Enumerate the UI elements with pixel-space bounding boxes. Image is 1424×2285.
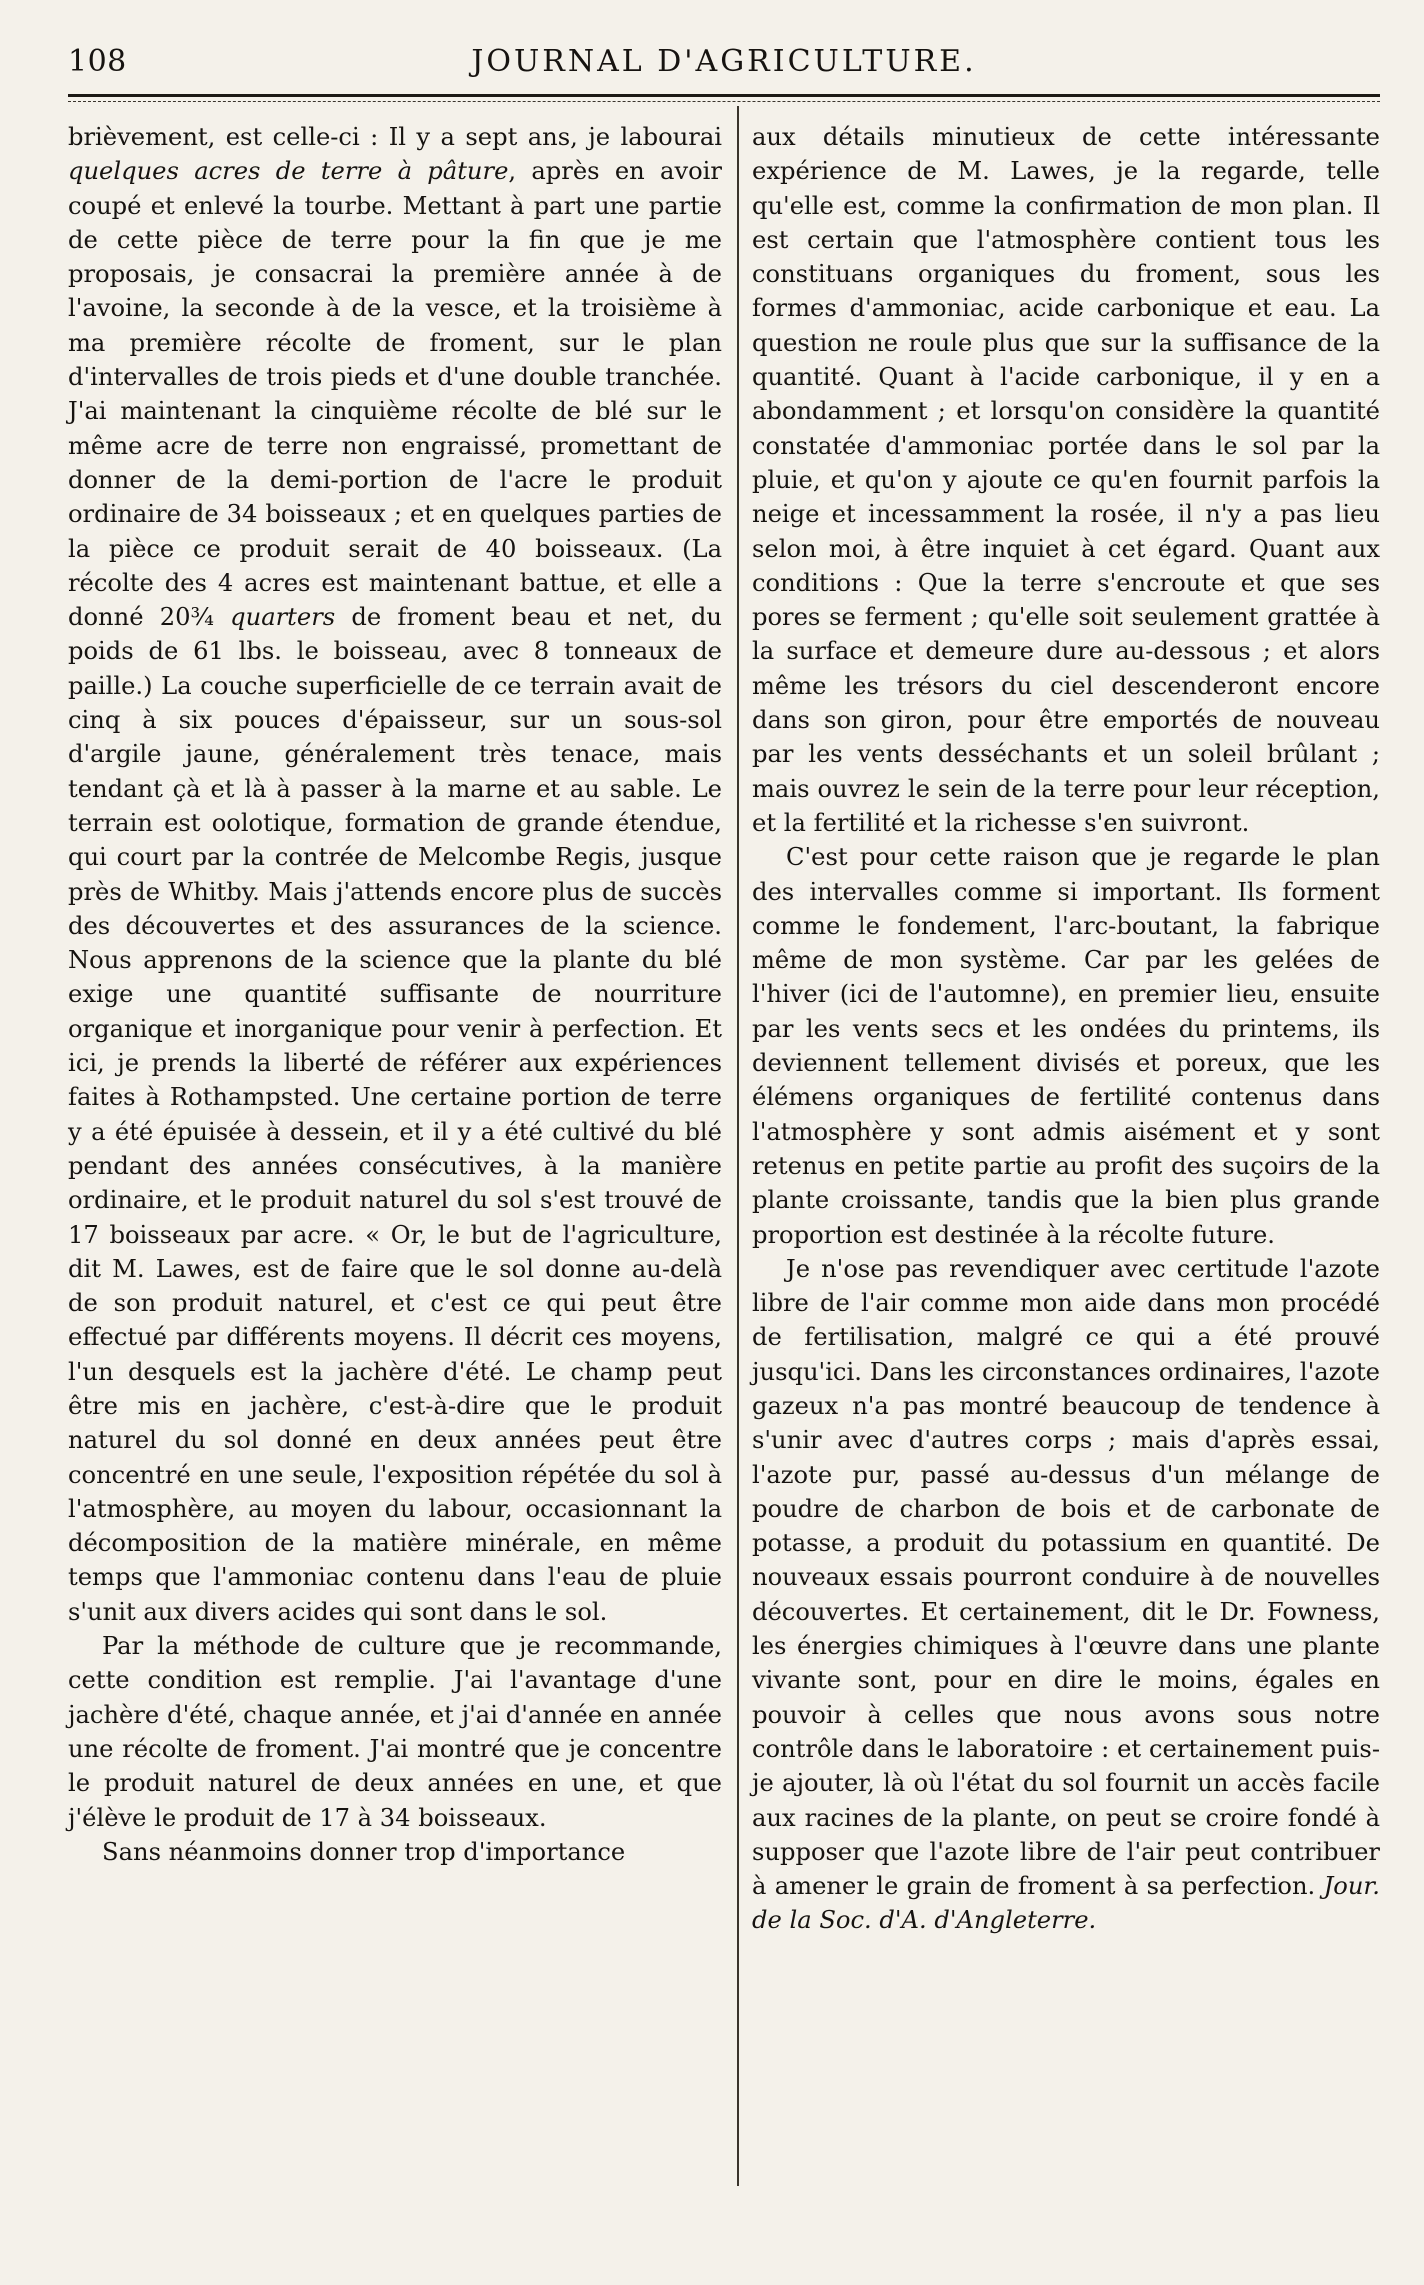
left-paragraph-1 bbox=[68, 120, 722, 1629]
right-p3-text: Je n'ose pas revendiquer avec certitude l'azote libre de l'air comme mon aide dans mon procédé de fertilisation, malgré ce qui a été prouvé jusqu'ici. Dans les circonstances ordinaires, l'azote gazeux n'a pas montré beaucoup de tendence à s'unir avec d'autres corps ; mais d'après essai, l'azote pur, passé au-dessus d'un mélange de poudre de charbon de bois et de carbonate de potasse, a produit du potassium en quantité. De nouveaux essais pourront conduire à de nouvelles découvertes. Et certainement, dit le Dr. Fowness, les énergies chimiques à l'œuvre dans une plante vivante sont, pour en dire le moins, égales en pouvoir à celles que nous avons sous notre contrôle dans le laboratoire : et certainement puis-je ajouter, là où l'état du sol fournit un accès facile aux racines de la plante, on peut se croire fondé à supposer que l'azote libre de l'air peut contribuer à amener le grain de froment à sa perfection. bbox=[752, 1254, 1380, 1901]
left-paragraph-3: Sans néanmoins donner trop d'importance bbox=[102, 1837, 626, 1866]
header-rule-dashed bbox=[68, 101, 1380, 102]
right-paragraph-1: aux détails minutieux de cette intéressante expérience de M. Lawes, je la regarde, telle qu'elle est, comme la confirmation de mon plan. Il est certain que l'atmosphère contient tous les constituans organiques du froment, sous les formes d'ammoniac, acide carbonique et eau. La question ne roule plus que sur la suffisance de la quantité. Quant à l'acide carbonique, il y en a abondamment ; et lorsqu'on considère la quantité constatée d'ammoniac portée dans le sol par la pluie, et qu'on y ajoute ce qu'en fournit parfois la neige et incessamment la rosée, il n'y a pas lieu selon moi, à être inquiet à cet égard. Quant aux conditions : Que la terre s'encroute et que ses pores se ferment ; qu'elle soit seulement grattée à la surface et demeure dure au-dessous ; et alors même les trésors du ciel descenderont encore dans son giron, pour être emportés de nouveau par les vents desséchants et un soleil brûlant ; mais ouvrez le sein de la terre pour leur réception, et la fertilité et la richesse s'en suivront. bbox=[752, 123, 1380, 837]
right-paragraph-2: C'est pour cette raison que je regarde le plan des intervalles comme si important. Ils forment comme le fondement, l'arc-boutant, la fabrique même de mon système. Car par les gelées de l'hiver (ici de l'automne), en premier lieu, ensuite par les vents secs et les ondées du printems, ils deviennent tellement divisés et poreux, que les élémens organiques de fertilité contenus dans l'atmosphère y sont admis aisément et y sont retenus en petite partie au profit des suçoirs de la plante croissante, tandis que la bien plus grande proportion est destinée à la récolte future. bbox=[752, 843, 1380, 1249]
left-p1-text-b: , après en avoir coupé et enlevé la tourbe. Mettant à part une partie de cette pièce de terre pour la fin que je me proposais, je consacrai la première année à de l'avoine, la seconde à de la vesce, et la troisième à ma première récolte de froment, sur le plan d'intervalles de trois pieds et d'une double tranchée. J'ai maintenant la cinquième récolte de blé sur le même acre de terre non engraissé, promettant de donner de la demi-portion de l'acre le produit ordinaire de 34 boisseaux ; et en quelques parties de la pièce ce produit serait de 40 boisseaux. (La récolte des 4 acres est maintenant battue, et elle a donné 20¾ bbox=[68, 157, 722, 632]
left-p1-italic-2: quarters bbox=[230, 603, 336, 632]
left-column bbox=[68, 120, 722, 1869]
right-column bbox=[752, 120, 1380, 1938]
left-p1-text-a: brièvement, est celle-ci : Il y a sept ans, je labourai bbox=[68, 123, 722, 151]
left-p1-text-c: de froment beau et net, du poids de 61 lbs. le boisseau, avec 8 tonneaux de paille.) La couche superficielle de ce terrain avait de cinq à six pouces d'épaisseur, sur un sous-sol d'argile jaune, généralement très tenace, mais tendant çà et là à passer à la marne et au sable. Le terrain est oolotique, formation de grande étendue, qui court par la contrée de Melcombe Regis, jusque près de Whitby. Mais j'attends encore plus de succès des découvertes et des assurances de la science. Nous apprenons de la science que la plante du blé exige une quantité suffisante de nourriture organique et inorganique pour venir à perfection. Et ici, je prends la liberté de référer aux expériences faites à Rothampsted. Une certaine portion de terre y a été épuisée à dessein, et il y a été cultivé du blé pendant des années consécutives, à la manière ordinaire, et le produit naturel du sol s'est trouvé de 17 boisseaux par acre. « Or, le but de l'agriculture, dit M. Lawes, est de faire que le sol donne au-delà de son produit naturel, et c'est ce qui peut être effectué par différents moyens. Il décrit ces moyens, l'un desquels est la jachère d'été. Le champ peut être mis en jachère, c'est-à-dire que le produit naturel du sol donné en deux années peut être concentré en une seule, l'exposition répétée du sol à l'atmosphère, au moyen du labour, occasionnant la décomposition de la matière minérale, en même temps que l'ammoniac contenu dans l'eau de pluie s'unit aux divers acides qui sont dans le sol. bbox=[68, 603, 722, 1626]
left-paragraph-2: Par la méthode de culture que je recommande, cette condition est remplie. J'ai l'avantage d'une jachère d'été, chaque année, et j'ai d'année en année une récolte de froment. J'ai montré que je concentre le produit naturel de deux années en une, et que j'élève le produit de 17 à 34 boisseaux. bbox=[68, 1632, 722, 1832]
page-header bbox=[68, 36, 1380, 86]
header-rule bbox=[68, 94, 1380, 97]
right-paragraph-3 bbox=[752, 1252, 1380, 1938]
left-p1-italic: quelques acres de terre à pâture bbox=[68, 157, 509, 186]
source-citation: Jour. de la Soc. d'A. d'Angleterre. bbox=[752, 1872, 1380, 1935]
running-title: JOURNAL D'AGRICULTURE. bbox=[471, 44, 977, 79]
page-number: 108 bbox=[68, 44, 127, 79]
column-divider bbox=[737, 106, 739, 2186]
